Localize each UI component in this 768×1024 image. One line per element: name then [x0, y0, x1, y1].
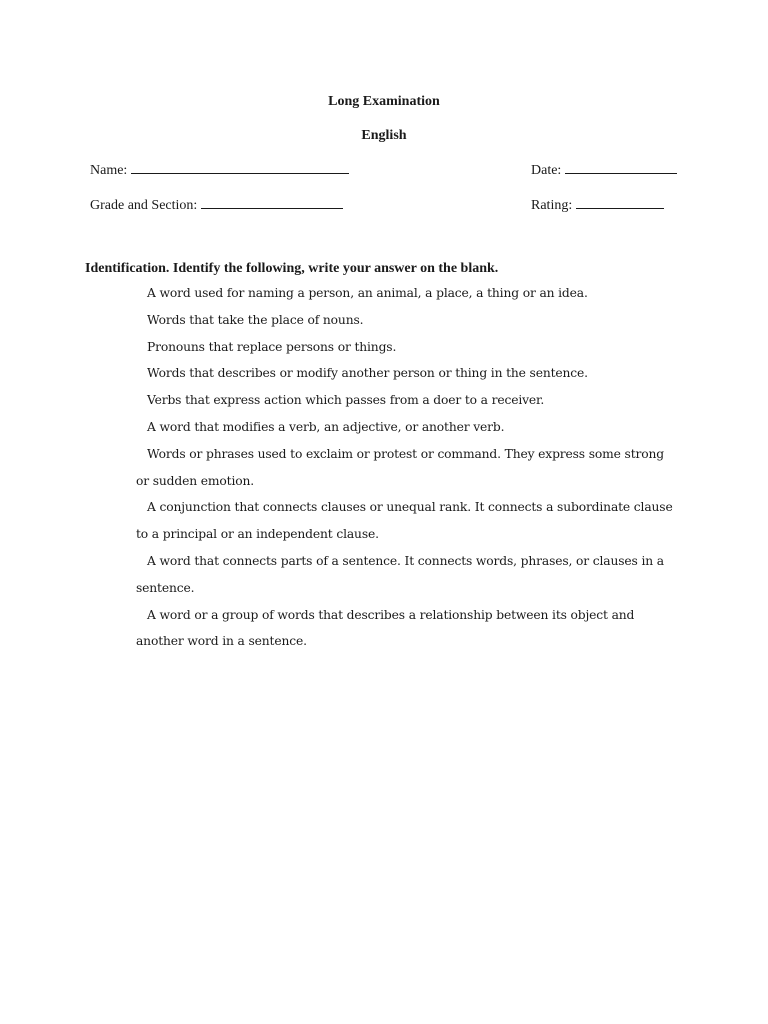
instruction-heading: Identification. Identify the following, write your answer on the blank. [85, 261, 499, 276]
question-item: Pronouns that replace persons or things. [147, 339, 397, 354]
question-item: A word or a group of words that describes a relationship between its object and another word in a sentence. [136, 607, 635, 649]
question-item: Words that describes or modify another person or thing in the sentence. [147, 366, 588, 381]
question-list [136, 280, 678, 655]
exam-title: Long Examination [328, 94, 440, 109]
name-label: Name: [90, 163, 128, 178]
question-item: A word used for naming a person, an animal, a place, a thing or an idea. [147, 286, 588, 300]
exam-subject: English [361, 128, 407, 143]
rating-blank [576, 195, 664, 209]
rating-field [531, 195, 664, 214]
question-item: A word that connects parts of a sentence. It connects words, phrases, or clauses in a sentence. [136, 553, 664, 595]
question-item: Words or phrases used to exclaim or protest or command. They express some strong or sudden emotion. [136, 446, 664, 488]
question-item: Verbs that express action which passes from a doer to a receiver. [147, 393, 545, 408]
grade-section-label: Grade and Section: [90, 198, 198, 213]
date-blank [565, 160, 677, 174]
question-item: A word that modifies a verb, an adjective, or another verb. [147, 419, 505, 434]
grade-section-field [90, 195, 343, 214]
grade-section-blank [201, 195, 343, 209]
question-item: A conjunction that connects clauses or unequal rank. It connects a subordinate clause to a principal or an independent clause. [136, 500, 673, 542]
date-label: Date: [531, 163, 562, 178]
date-field [531, 160, 677, 179]
name-field [90, 160, 349, 179]
rating-label: Rating: [531, 198, 573, 213]
question-item: Words that take the place of nouns. [147, 312, 364, 327]
name-blank [131, 160, 349, 174]
